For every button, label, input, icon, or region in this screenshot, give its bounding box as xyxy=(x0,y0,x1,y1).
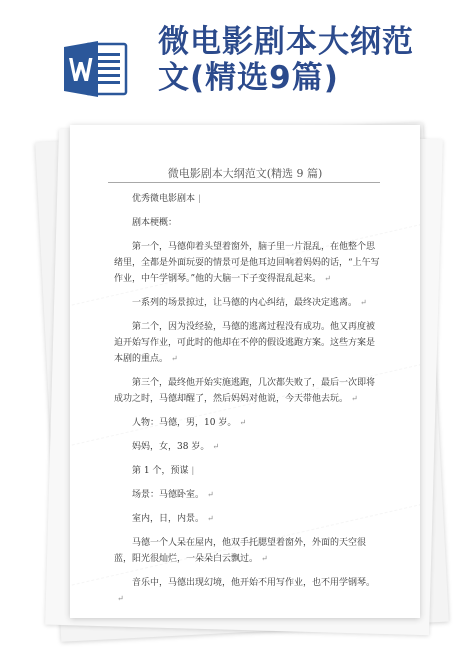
paragraph: 优秀微电影剧本 | xyxy=(132,194,201,204)
paragraph: 室内，日，内景。 ↵ xyxy=(132,514,214,524)
paragraph: 剧本梗概： xyxy=(132,218,178,228)
title-divider xyxy=(108,182,380,183)
paragraph: 一系列的场景掠过，让马德的内心纠结，最终决定逃离。 ↵ xyxy=(132,298,367,308)
paragraph: 第三个，最终他开始实施逃跑，几次都失败了，最后一次即将成功之时，马德却醒了，然后妈妈对他说，今天带他去玩。 ↵ xyxy=(114,378,376,404)
paragraph: 马德一个人呆在屋内，他双手托腮望着窗外，外面的天空很蓝，阳光很灿烂，一朵朵白云飘过。 ↵ xyxy=(114,538,367,564)
word-document-icon xyxy=(62,40,128,98)
document-body xyxy=(114,191,382,607)
paragraph: 妈妈，女，38 岁。 ↵ xyxy=(132,442,220,452)
document-title: 微电影剧本大纲范文(精选 9 篇) xyxy=(167,167,323,180)
paragraph: 第一个，马德仰着头望着窗外，脑子里一片混乱，在他整个思绪里，全都是外面玩耍的情景可是他耳边回响着妈妈的话，“上午写作业，中午学钢琴。”他的大脑一下子变得混乱起来。 ↵ xyxy=(114,242,380,284)
paragraph: 第二个，因为没经验，马德的逃离过程没有成功。他又再度被迫开始写作业，可此时的他却在不停的假设逃跑方案。这些方案是本剧的重点。 ↵ xyxy=(114,322,376,364)
page-title-line-2: 文(精选9篇) xyxy=(158,60,339,96)
paragraph: 人物：马德，男，10 岁。 ↵ xyxy=(132,418,247,428)
page-title-line-1: 微电影剧本大纲范 xyxy=(158,24,414,60)
paragraph: 第 1 个，预谋 | xyxy=(132,466,195,476)
paragraph: 音乐中，马德出现幻境，他开始不用写作业，也不用学钢琴。↵ xyxy=(117,578,376,603)
paragraph: 场景：马德卧室。 ↵ xyxy=(132,490,214,500)
document-page xyxy=(70,125,420,618)
page-title xyxy=(158,24,458,96)
